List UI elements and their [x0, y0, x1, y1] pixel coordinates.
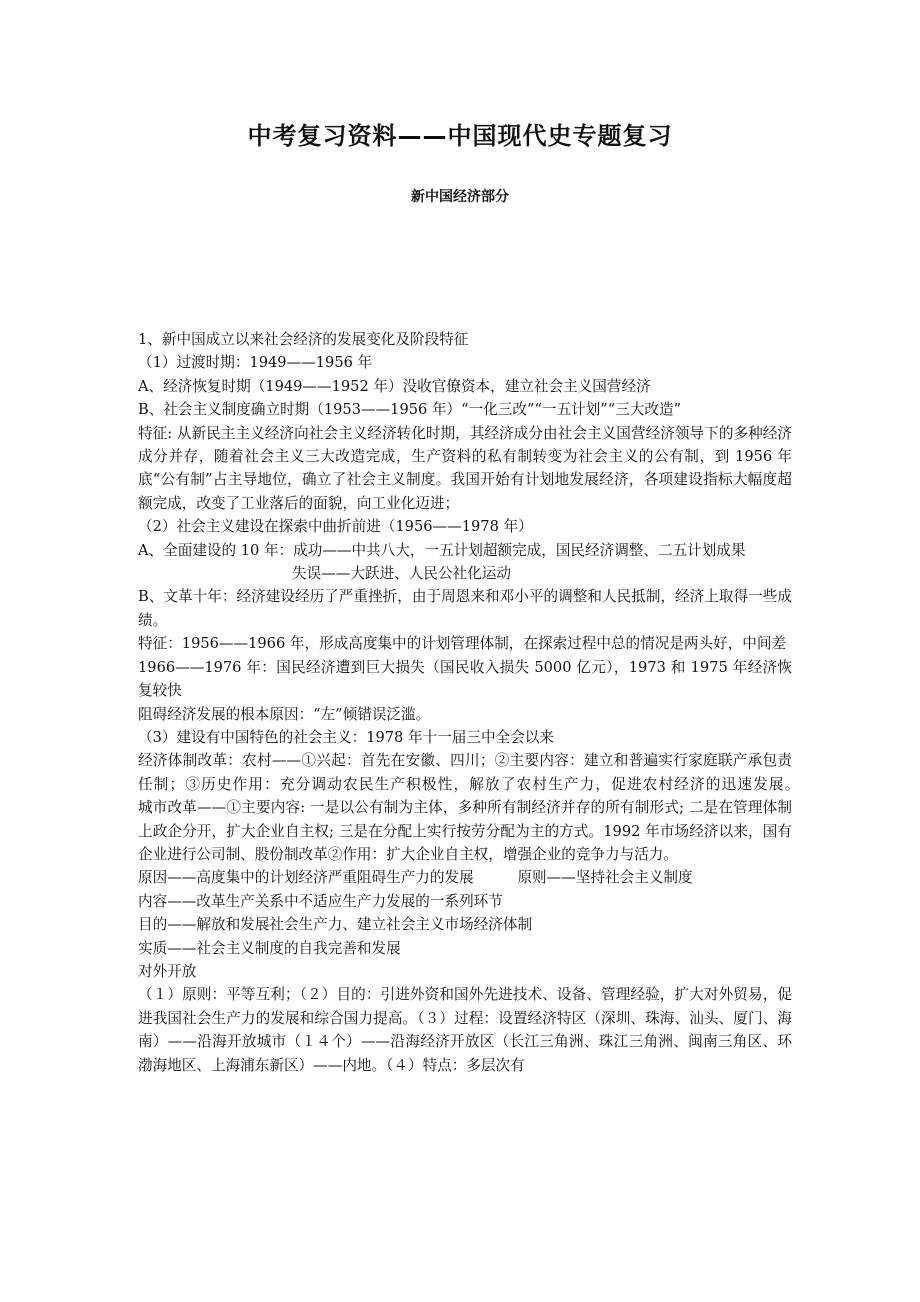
paragraph: A、经济恢复时期（1949——1952 年）没收官僚资本，建立社会主义国营经济: [138, 377, 651, 395]
paragraph: 特征: 从新民主主义经济向社会主义经济转化时期，其经济成分由社会主义国营经济领导下的多种经济成分并存，随着社会主义三大改造完成，生产资料的私有制转变为社会主义的公有制，到 1956 年底“公有制”占主导地位，确立了社会主义制度。我国开始有计划地发展经济，各项建设指标大幅度超额完成，改变了工业落后的面貌，向工业化迈进；: [138, 424, 792, 512]
paragraph: 原因——高度集中的计划经济严重阻碍生产力的发展 原则——坚持社会主义制度: [138, 869, 693, 887]
paragraph: （1）过渡时期：1949——1956 年: [138, 354, 373, 372]
paragraph: 失误——大跃进、人民公社化运动: [292, 565, 511, 583]
paragraph: 阻碍经济发展的根本原因：“左”倾错误泛滥。: [138, 705, 431, 723]
paragraph: 特征：1956——1966 年，形成高度集中的计划管理体制，在探索过程中总的情况是两头好，中间差: [138, 635, 787, 653]
paragraph: （１）原则：平等互利；（２）目的：引进外资和国外先进技术、设备、管理经验，扩大对外贸易，促进我国社会生产力的发展和综合国力提高。（３）过程：设置经济特区（深圳、珠海、汕头、厦门、海南）——沿海开放城市（１４个）——沿海经济开放区（长江三角洲、珠江三角洲、闽南三角区、环渤海地区、上海浦东新区）——内地。（４）特点：多层次有: [138, 986, 792, 1074]
paragraph: 1966——1976 年：国民经济遭到巨大损失（国民收入损失 5000 亿元），1973 和 1975 年经济恢复较快: [138, 658, 792, 700]
paragraph: B、社会主义制度确立时期（1953——1956 年）“一化三改”“一五计划”“三大改造”: [138, 401, 682, 419]
paragraph: 实质——社会主义制度的自我完善和发展: [138, 939, 401, 957]
paragraph: 对外开放: [138, 962, 197, 980]
paragraph: （2）社会主义建设在探索中曲折前进（1956——1978 年）: [138, 518, 533, 536]
paragraph: B、文革十年：经济建设经历了严重挫折，由于周恩来和邓小平的调整和人民抵制，经济上取得一些成绩。: [138, 588, 792, 629]
paragraph: （3）建设有中国特色的社会主义：1978 年十一届三中全会以来: [138, 728, 554, 746]
page-subtitle: 新中国经济部分: [411, 189, 509, 205]
page-title: 中考复习资料——中国现代史专题复习: [247, 122, 673, 150]
paragraph: 经济体制改革：农村——①兴起：首先在安徽、四川；②主要内容：建立和普遍实行家庭联产承包责任制；③历史作用：充分调动农民生产积极性，解放了农村生产力，促进农村经济的迅速发展。 城市改革——①主要内容: 一是以公有制为主体，多种所有制经济并存的所有制形式; 二是在管理体制上政企分开，扩大企业自主权; 三是在分配上实行按劳分配为主的方式。1992 年市场经济以来，国有企业进行公司制、股份制改革②作用：扩大企业自主权，增强企业的竞争力与活力。: [138, 752, 851, 863]
paragraph: 内容——改革生产关系中不适应生产力发展的一系列环节: [138, 892, 503, 910]
paragraph: 1、新中国成立以来社会经济的发展变化及阶段特征: [138, 331, 469, 348]
document-body: [138, 328, 851, 1077]
paragraph: 目的——解放和发展社会生产力、建立社会主义市场经济体制: [138, 916, 533, 934]
paragraph: A、全面建设的 10 年：成功——中共八大，一五计划超额完成，国民经济调整、二五计划成果: [138, 541, 746, 559]
